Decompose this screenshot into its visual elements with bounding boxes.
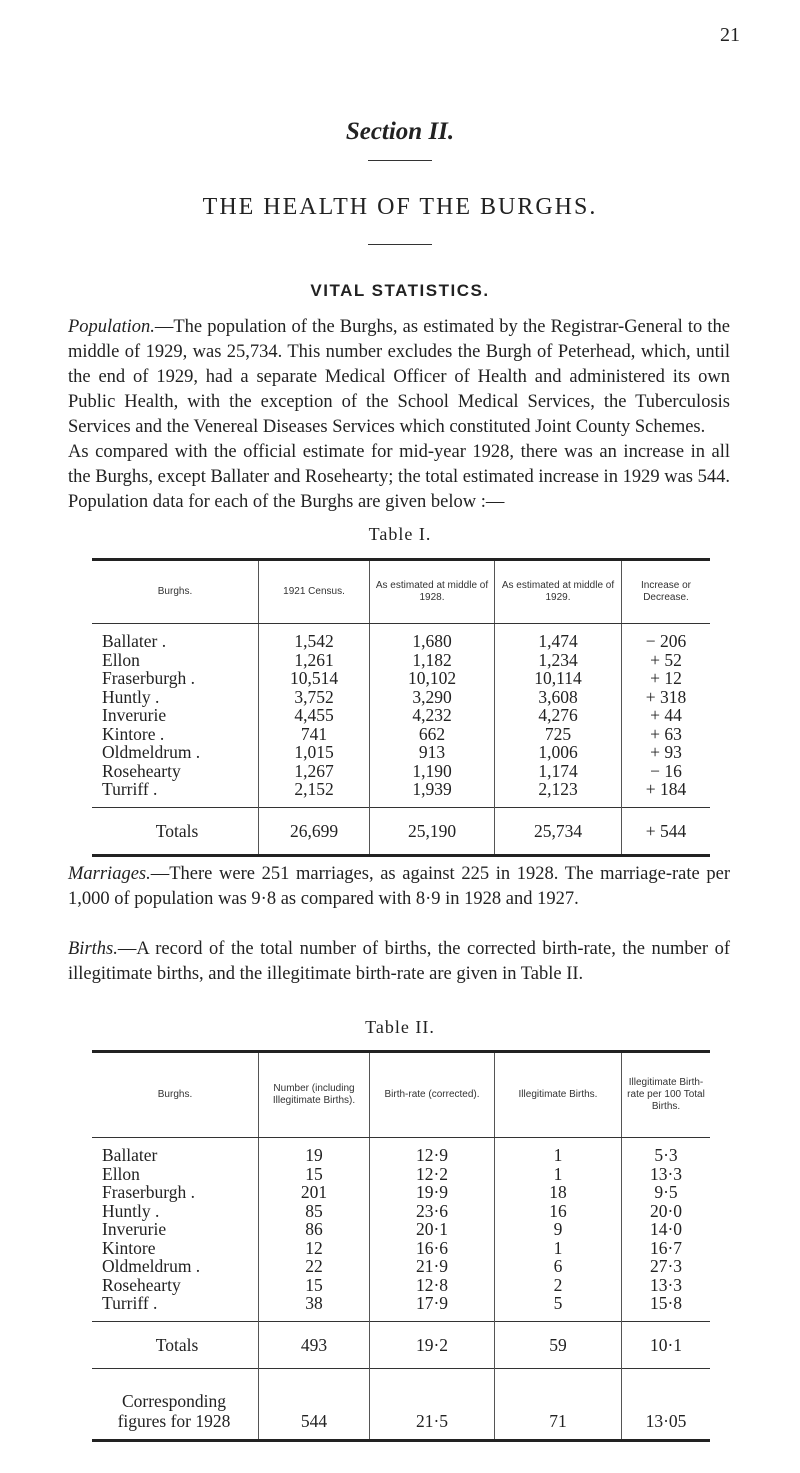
est-1928-value: 662: [370, 725, 495, 744]
est-1929-value: 1,474: [495, 624, 622, 651]
illegitimate-rate: 5·3: [622, 1138, 711, 1165]
illegitimate-births: 1: [495, 1239, 622, 1258]
change-value: + 52: [622, 651, 711, 670]
burgh-name: Ballater .: [102, 631, 167, 651]
table-row: [92, 1276, 710, 1295]
main-heading: THE HEALTH OF THE BURGHS.: [202, 194, 598, 220]
est-1929-value: 4,276: [495, 706, 622, 725]
est-1929-value: 3,608: [495, 688, 622, 707]
illegitimate-rate: 27·3: [622, 1257, 711, 1276]
census-value: 741: [259, 725, 370, 744]
births-number: 38: [259, 1294, 370, 1321]
burgh-name: Oldmeldrum .: [102, 1256, 201, 1276]
change-value: + 63: [622, 725, 711, 744]
births-table: [92, 1050, 710, 1442]
total-est-1929: 25,734: [495, 807, 622, 855]
births-number: 201: [259, 1183, 370, 1202]
table-row: [92, 651, 710, 670]
population-paragraph-2: [68, 440, 730, 515]
burgh-name: Inverurie: [102, 705, 167, 725]
section-title: Section II.: [345, 118, 455, 145]
corresponding-label: Corresponding figures for 1928: [92, 1368, 259, 1440]
illegitimate-rate: 20·0: [622, 1202, 711, 1221]
census-value: 1,267: [259, 762, 370, 781]
total-illegitimate: 59: [495, 1321, 622, 1368]
illegitimate-births: 6: [495, 1257, 622, 1276]
table-row: [92, 1239, 710, 1258]
table-row: [92, 762, 710, 781]
change-value: + 184: [622, 780, 711, 807]
burgh-name: Oldmeldrum .: [102, 742, 201, 762]
population-text: —The population of the Burghs, as estimated by the Registrar-General to the middle of 1929, was 25,734. This number excludes the Burgh of Peterhead, which, until the end of 1929, had a separate Medical Officer of Health and administered its own Public Health, with the exception of the School Medical Services, the Tuberculosis Services and the Venereal Diseases Services which constituted Joint County Schemes.: [68, 317, 730, 437]
burgh-name: Inverurie: [102, 1219, 167, 1239]
burgh-name: Rosehearty: [102, 1274, 181, 1295]
est-1929-value: 1,174: [495, 762, 622, 781]
burgh-name: Rosehearty: [102, 760, 181, 781]
birth-rate: 12·8: [370, 1276, 495, 1295]
header-illegitimate-rate: Illegitimate Birth-rate per 100 Total Births.: [622, 1052, 711, 1138]
corresponding-rate: 21·5: [370, 1368, 495, 1440]
birth-rate: 16·6: [370, 1239, 495, 1258]
est-1929-value: 2,123: [495, 780, 622, 807]
illegitimate-births: 1: [495, 1138, 622, 1165]
census-value: 4,455: [259, 706, 370, 725]
est-1928-value: 10,102: [370, 669, 495, 688]
header-burghs: Burghs.: [92, 1052, 259, 1138]
census-value: 3,752: [259, 688, 370, 707]
est-1929-value: 10,114: [495, 669, 622, 688]
birth-rate: 21·9: [370, 1257, 495, 1276]
table-row: [92, 1294, 710, 1321]
table-row: [92, 688, 710, 707]
illegitimate-births: 16: [495, 1202, 622, 1221]
change-value: + 93: [622, 743, 711, 762]
table-row: [92, 706, 710, 725]
table-row: [92, 1257, 710, 1276]
illegitimate-rate: 13·3: [622, 1276, 711, 1295]
illegitimate-rate: 9·5: [622, 1183, 711, 1202]
est-1928-value: 1,939: [370, 780, 495, 807]
est-1929-value: 725: [495, 725, 622, 744]
corresponding-illegitimate: 71: [495, 1368, 622, 1440]
burgh-name: Kintore: [102, 1237, 156, 1258]
population-label: Population.: [68, 317, 155, 337]
illegitimate-rate: 14·0: [622, 1220, 711, 1239]
divider-rule: [368, 160, 432, 161]
birth-rate: 19·9: [370, 1183, 495, 1202]
illegitimate-rate: 13·3: [622, 1165, 711, 1184]
births-number: 15: [259, 1276, 370, 1295]
table-row: [92, 1202, 710, 1221]
totals-row: [92, 807, 710, 855]
birth-rate: 20·1: [370, 1220, 495, 1239]
totals-label: Totals: [92, 807, 259, 855]
header-number: Number (including Illegitimate Births).: [259, 1052, 370, 1138]
birth-rate: 23·6: [370, 1202, 495, 1221]
births-number: 85: [259, 1202, 370, 1221]
illegitimate-births: 18: [495, 1183, 622, 1202]
burgh-name: Huntly .: [102, 686, 160, 707]
burgh-name: Turriff .: [102, 779, 158, 799]
illegitimate-births: 5: [495, 1294, 622, 1321]
burgh-name: Huntly .: [102, 1200, 160, 1221]
marriages-label: Marriages.: [68, 864, 151, 884]
header-est-1929: As estimated at middle of 1929.: [495, 560, 622, 624]
totals-label: Totals: [92, 1321, 259, 1368]
census-value: 10,514: [259, 669, 370, 688]
births-text: —A record of the total number of births, the corrected birth-rate, the number of illegitimate births, and the illegitimate birth-rate are given in Table II.: [68, 939, 730, 984]
table-row: [92, 624, 710, 651]
change-value: + 12: [622, 669, 711, 688]
burgh-name: Kintore .: [102, 723, 165, 744]
birth-rate: 12·9: [370, 1138, 495, 1165]
births-paragraph: [68, 937, 730, 987]
total-rate: 19·2: [370, 1321, 495, 1368]
header-illegitimate: Illegitimate Births.: [495, 1052, 622, 1138]
burgh-name: Fraserburgh .: [102, 668, 195, 688]
illegitimate-rate: 15·8: [622, 1294, 711, 1321]
births-number: 22: [259, 1257, 370, 1276]
table-row: [92, 1183, 710, 1202]
marriages-text: —There were 251 marriages, as against 225 in 1928. The marriage-rate per 1,000 of population was 9·8 as compared with 8·9 in 1928 and 1927.: [68, 864, 730, 909]
header-birth-rate: Birth-rate (corrected).: [370, 1052, 495, 1138]
total-number: 493: [259, 1321, 370, 1368]
table-row: [92, 780, 710, 807]
illegitimate-births: 1: [495, 1165, 622, 1184]
total-change: + 544: [622, 807, 711, 855]
table-row: [92, 743, 710, 762]
population-table: [92, 558, 710, 857]
est-1928-value: 1,190: [370, 762, 495, 781]
total-illegitimate-rate: 10·1: [622, 1321, 711, 1368]
table-row: [92, 1165, 710, 1184]
table-row: [92, 1220, 710, 1239]
header-burghs: Burghs.: [92, 560, 259, 624]
corresponding-1928-row: [92, 1368, 710, 1440]
est-1928-value: 3,290: [370, 688, 495, 707]
est-1929-value: 1,006: [495, 743, 622, 762]
burgh-name: Fraserburgh .: [102, 1182, 195, 1202]
sub-heading: VITAL STATISTICS.: [310, 281, 490, 300]
corresponding-number: 544: [259, 1368, 370, 1440]
table-row: [92, 669, 710, 688]
births-number: 12: [259, 1239, 370, 1258]
total-census: 26,699: [259, 807, 370, 855]
est-1928-value: 1,680: [370, 624, 495, 651]
change-value: + 318: [622, 688, 711, 707]
table-row: [92, 1138, 710, 1165]
population-text-2: As compared with the official estimate for mid-year 1928, there was an increase in all the Burghs, except Ballater and Rosehearty; the total estimated increase in 1929 was 544. Population data for each of the Burghs are given below :—: [68, 442, 730, 512]
corresponding-illegitimate-rate: 13·05: [622, 1368, 711, 1440]
header-est-1928: As estimated at middle of 1928.: [370, 560, 495, 624]
divider-rule: [368, 244, 432, 245]
census-value: 1,542: [259, 624, 370, 651]
est-1928-value: 4,232: [370, 706, 495, 725]
illegitimate-births: 9: [495, 1220, 622, 1239]
change-value: − 206: [622, 624, 711, 651]
births-label: Births.: [68, 939, 118, 959]
change-value: + 44: [622, 706, 711, 725]
births-number: 15: [259, 1165, 370, 1184]
census-value: 2,152: [259, 780, 370, 807]
page-number: 21: [720, 24, 740, 46]
illegitimate-rate: 16·7: [622, 1239, 711, 1258]
change-value: − 16: [622, 762, 711, 781]
marriages-paragraph: [68, 862, 730, 912]
census-value: 1,261: [259, 651, 370, 670]
births-number: 86: [259, 1220, 370, 1239]
births-number: 19: [259, 1138, 370, 1165]
table1-caption: Table I.: [368, 524, 432, 544]
burgh-name: Ellon: [102, 1163, 140, 1184]
table2-caption: Table II.: [365, 1017, 435, 1037]
totals-row: [92, 1321, 710, 1368]
burgh-name: Ellon: [102, 649, 140, 670]
table-row: [92, 725, 710, 744]
birth-rate: 12·2: [370, 1165, 495, 1184]
illegitimate-births: 2: [495, 1276, 622, 1295]
est-1929-value: 1,234: [495, 651, 622, 670]
population-paragraph: [68, 315, 730, 440]
header-change: Increase or Decrease.: [622, 560, 711, 624]
est-1928-value: 1,182: [370, 651, 495, 670]
est-1928-value: 913: [370, 743, 495, 762]
burgh-name: Ballater: [102, 1145, 158, 1165]
header-census: 1921 Census.: [259, 560, 370, 624]
total-est-1928: 25,190: [370, 807, 495, 855]
census-value: 1,015: [259, 743, 370, 762]
birth-rate: 17·9: [370, 1294, 495, 1321]
burgh-name: Turriff .: [102, 1293, 158, 1313]
